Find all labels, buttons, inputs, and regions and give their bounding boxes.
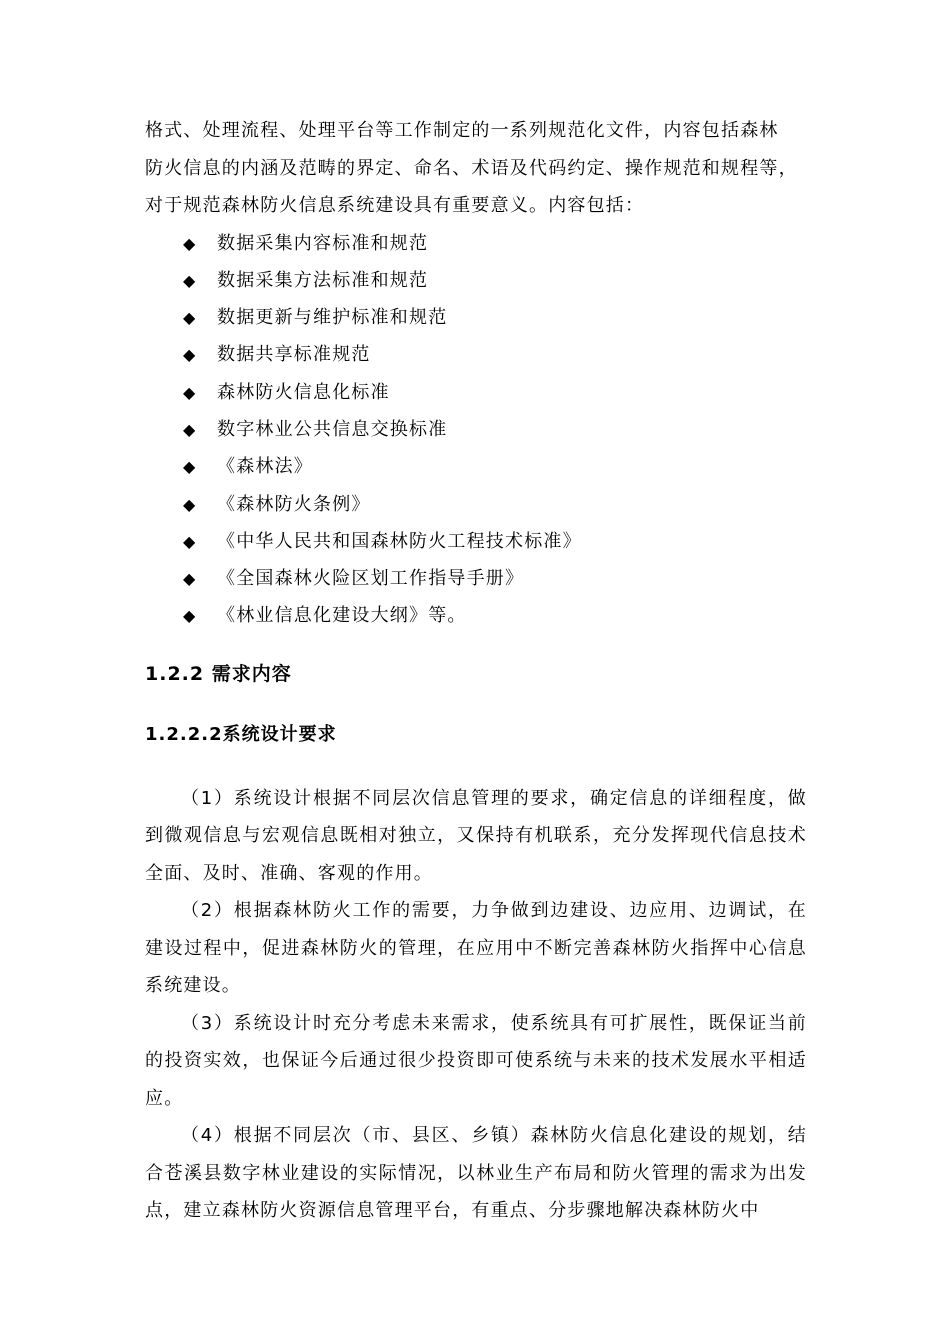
diamond-bullet-icon: ◆	[183, 531, 197, 551]
list-item	[145, 411, 807, 448]
requirement-paragraph-1: （1）系统设计根据不同层次信息管理的要求，确定信息的详细程度，做到微观信息与宏观信息既相对独立，又保持有机联系，充分发挥现代信息技术全面、及时、准确、客观的作用。	[145, 787, 807, 884]
requirement-paragraph-4: （4）根据不同层次（市、县区、乡镇）森林防火信息化建设的规划，结合苍溪县数字林业建设的实际情况，以林业生产布局和防火管理的需求为出发点，建立森林防火资源信息管理平台，有重点、分步骤地解决森林防火中	[145, 1125, 807, 1222]
list-item-text: 《森林法》	[217, 456, 313, 478]
list-item	[145, 597, 807, 634]
list-item-text: 数字林业公共信息交换标准	[217, 418, 448, 440]
list-item-text: 森林防火信息化标准	[217, 381, 390, 403]
list-item	[145, 560, 807, 597]
standards-list	[145, 225, 807, 635]
list-item-text: 数据采集内容标准和规范	[217, 232, 429, 254]
page-content	[145, 112, 807, 1230]
list-item-text: 《中华人民共和国森林防火工程技术标准》	[217, 530, 582, 552]
diamond-bullet-icon: ◆	[183, 494, 197, 514]
diamond-bullet-icon: ◆	[183, 569, 197, 589]
requirement-paragraph-2: （2）根据森林防火工作的需要，力争做到边建设、边应用、边调试，在建设过程中，促进森林防火的管理，在应用中不断完善森林防火指挥中心信息系统建设。	[145, 900, 807, 997]
intro-line: 防火信息的内涵及范畴的界定、命名、术语及代码约定、操作规范和规程等，	[145, 157, 798, 179]
diamond-bullet-icon: ◆	[183, 382, 197, 402]
list-item	[145, 448, 807, 485]
list-item	[145, 374, 807, 411]
list-item-text: 数据采集方法标准和规范	[217, 269, 429, 291]
diamond-bullet-icon: ◆	[183, 345, 197, 365]
section-heading: 1.2.2 需求内容	[145, 662, 292, 685]
list-item	[145, 486, 807, 523]
list-item-text: 数据共享标准规范	[217, 344, 371, 366]
diamond-bullet-icon: ◆	[183, 233, 197, 253]
intro-line: 格式、处理流程、处理平台等工作制定的一系列规范化文件，内容包括森林	[145, 120, 779, 141]
list-item-text: 《森林防火条例》	[217, 493, 371, 515]
requirement-paragraph-3: （3）系统设计时充分考虑未来需求，使系统具有可扩展性，既保证当前的投资实效，也保证今后通过很少投资即可使系统与未来的技术发展水平相适应。	[145, 1012, 807, 1109]
diamond-bullet-icon: ◆	[183, 457, 197, 477]
diamond-bullet-icon: ◆	[183, 270, 197, 290]
list-item-text: 《全国森林火险区划工作指导手册》	[217, 568, 525, 590]
list-item-text: 《林业信息化建设大纲》等。	[217, 605, 467, 627]
list-item	[145, 262, 807, 299]
list-item	[145, 299, 807, 336]
list-item-text: 数据更新与维护标准和规范	[217, 307, 448, 329]
list-item	[145, 336, 807, 373]
intro-paragraph	[145, 112, 807, 225]
intro-line: 对于规范森林防火信息系统建设具有重要意义。内容包括：	[145, 195, 645, 216]
diamond-bullet-icon: ◆	[183, 606, 197, 626]
list-item	[145, 225, 807, 262]
list-item	[145, 523, 807, 560]
diamond-bullet-icon: ◆	[183, 308, 197, 328]
subsection-heading: 1.2.2.2系统设计要求	[145, 723, 337, 745]
diamond-bullet-icon: ◆	[183, 419, 197, 439]
